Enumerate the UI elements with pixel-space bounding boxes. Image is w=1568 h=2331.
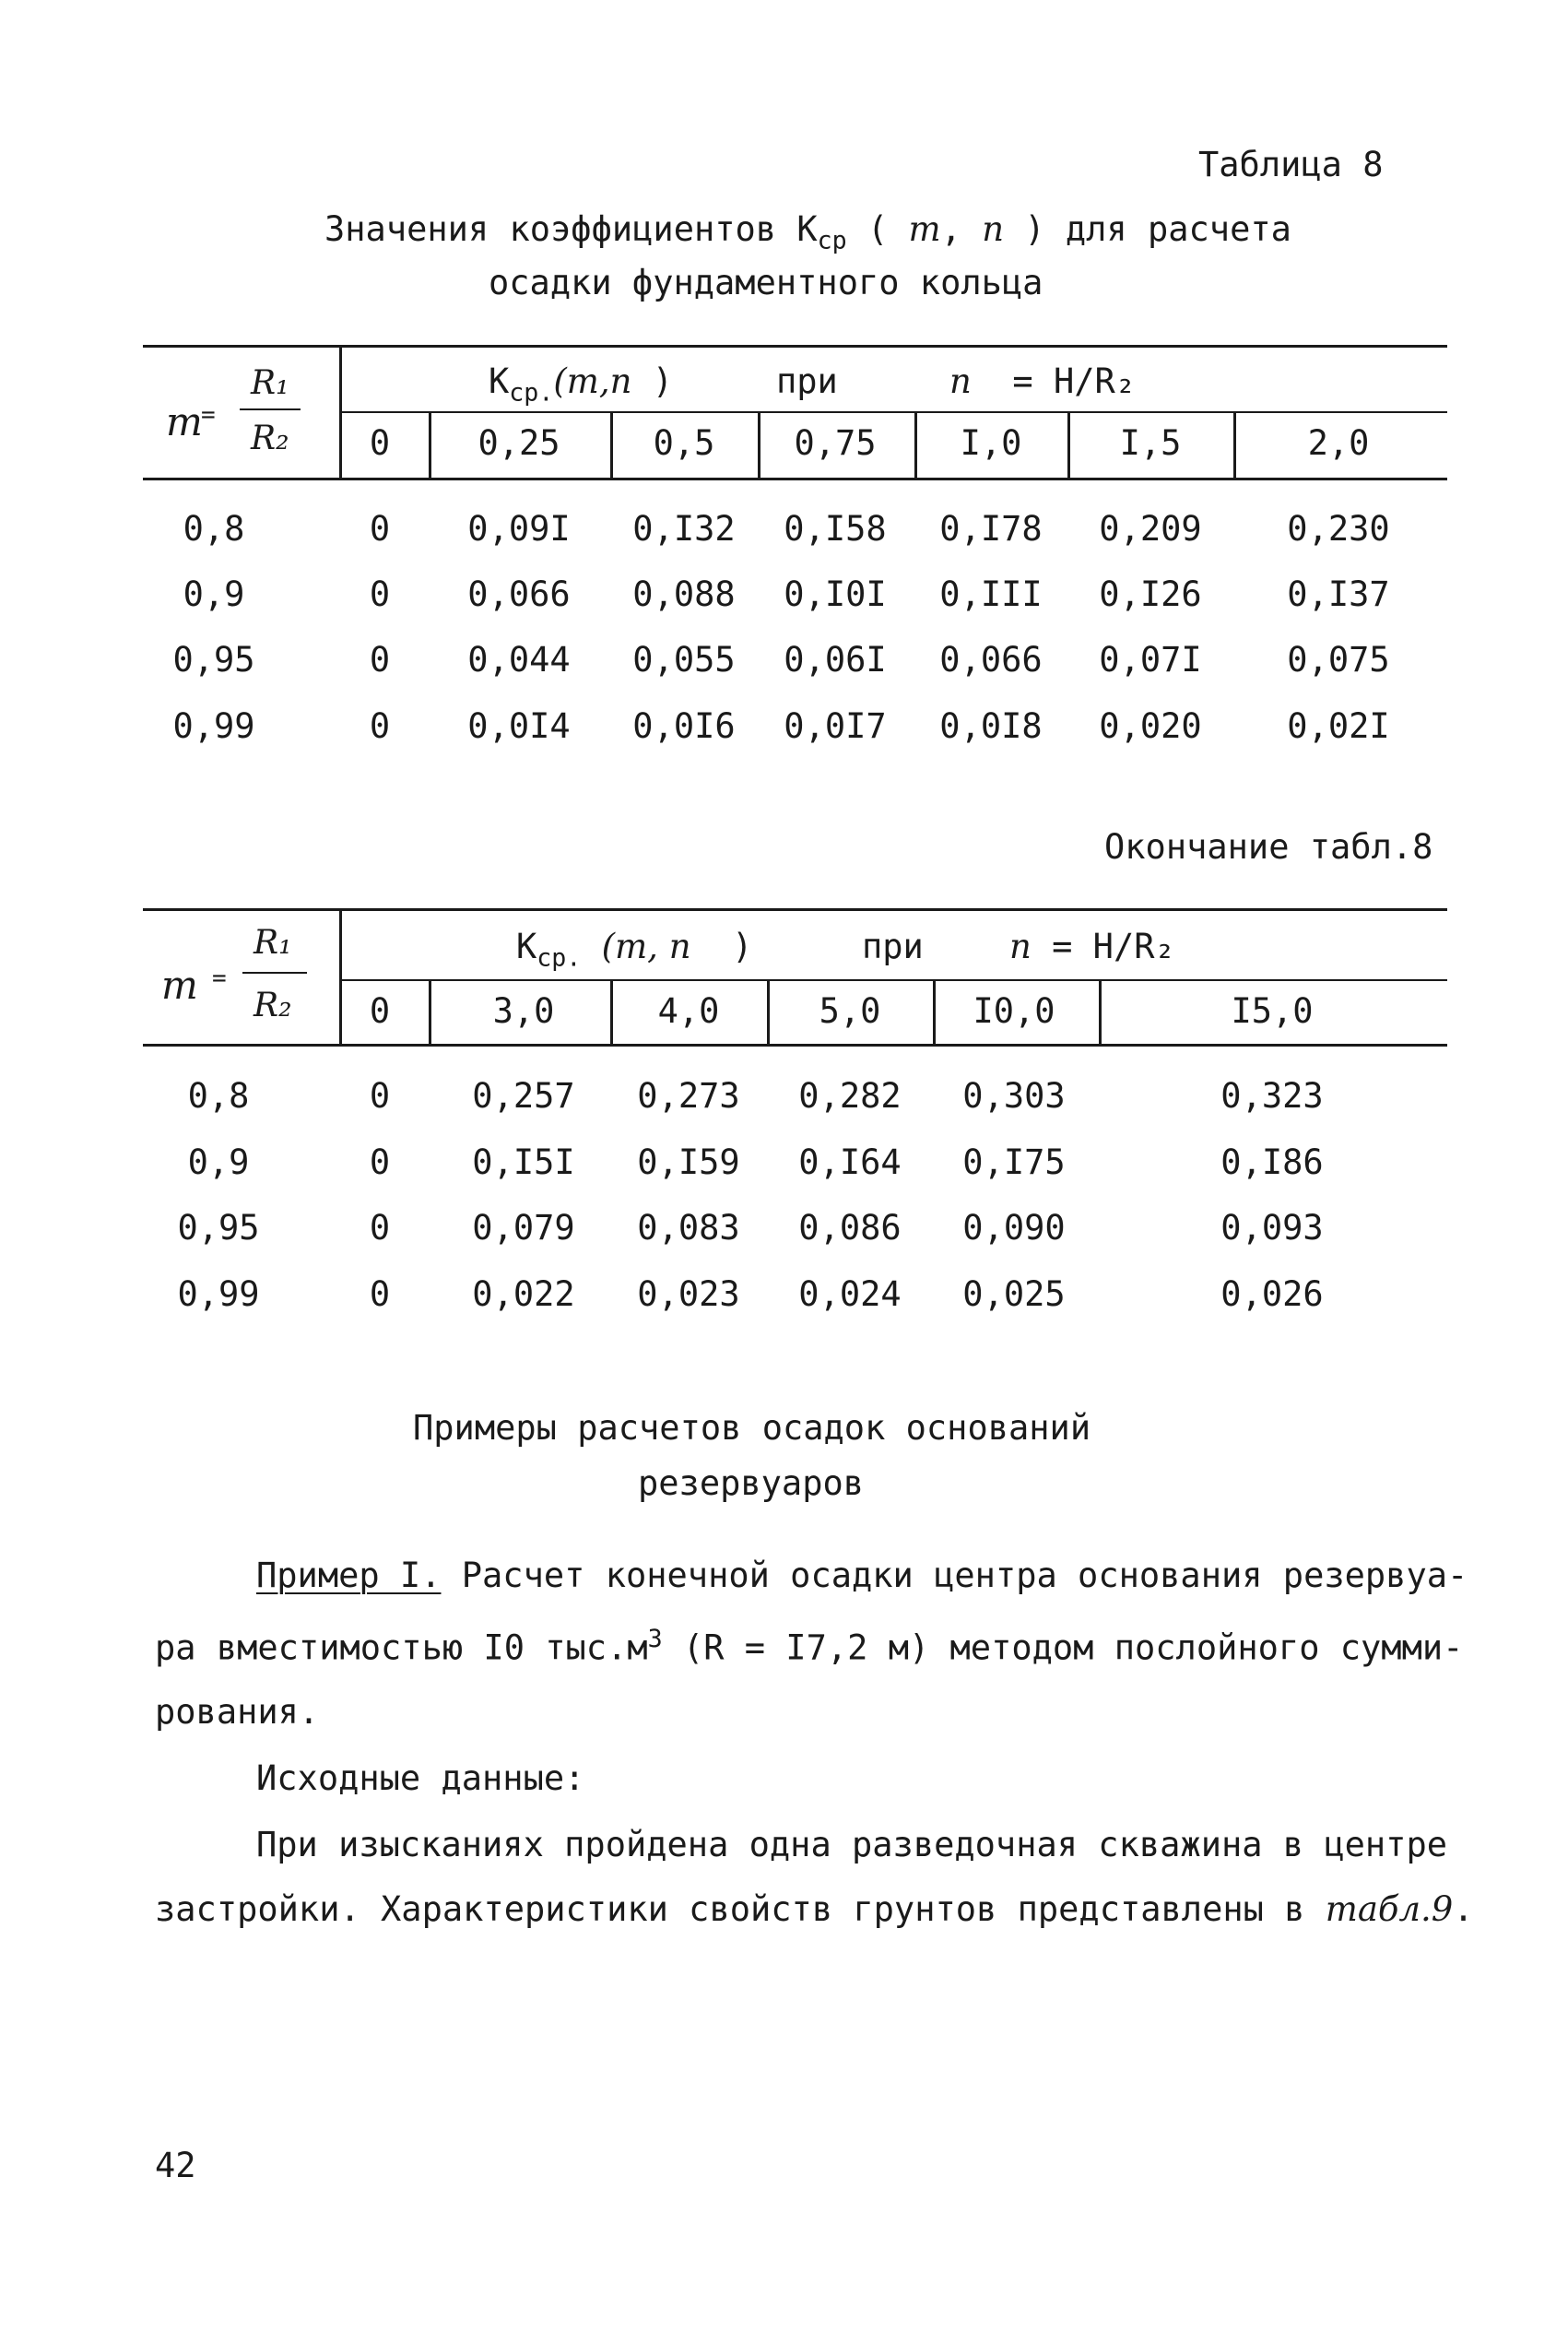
table-cell: 0,273 [637,1076,740,1116]
header-k-label: К [516,927,537,966]
table-cell: 0,0I6 [632,706,736,746]
table1-col-divider [429,413,431,478]
table2-header-n-def [1009,929,1175,964]
corner-fraction-bar [242,972,307,974]
table-cell: 0,022 [472,1274,575,1314]
example1-line1 [256,1556,1468,1595]
para2-text: застройки. Характеристики свойств грунтов представлены в [155,1889,1326,1929]
table2-corner-divider [339,908,342,1047]
table2-header-mid-rule [341,979,1447,981]
table1-header-n-def [949,361,1137,401]
continuation-label: Окончание табл.8 [1104,827,1433,867]
column-header: 5,0 [819,991,881,1031]
table2-corner-label [161,924,309,1035]
row-m-value: 0,95 [177,1208,260,1248]
column-header: I,0 [960,423,1022,463]
table-cell: 0,086 [798,1208,902,1248]
table-cell: 0,I75 [962,1142,1066,1182]
table-cell: 0,023 [637,1274,740,1314]
para2-line2 [155,1889,1474,1929]
table-cell: 0,06I [784,640,887,680]
column-header: 0,25 [477,423,560,463]
table-cell: 0,020 [1099,706,1202,746]
table2-col-divider [1099,981,1102,1044]
header-n-eq: = H/R₂ [1012,361,1137,401]
table-cell: 0,257 [472,1076,575,1116]
table-cell: 0,025 [962,1274,1066,1314]
table1-col-divider [758,413,760,478]
table-reference: табл.9 [1325,1889,1454,1929]
header-mn: (m,n [553,361,632,401]
table-cell: 0,209 [1099,509,1202,549]
table-cell: 0 [369,1142,391,1182]
column-header: I0,0 [973,991,1055,1031]
table-cell: 0,I0I [784,574,887,614]
header-k-label: К [489,361,510,401]
table-cell: 0 [369,640,391,680]
header-n-symbol: n [949,361,972,401]
table2-header-span [516,929,752,971]
corner-m-symbol: m [161,963,198,1008]
table-cell: 0,I86 [1220,1142,1324,1182]
source-data-label: Исходные данные: [256,1758,585,1798]
table-cell: 0,I64 [798,1142,902,1182]
table-cell: 0,I5I [472,1142,575,1182]
corner-m-symbol: m [166,399,203,444]
example1-label: Пример I. [256,1556,442,1595]
table-cell: 0 [369,1076,391,1116]
column-header: 4,0 [657,991,720,1031]
table-cell: 0,0I8 [939,706,1043,746]
corner-denominator: R₂ [253,987,292,1024]
table-cell: 0,026 [1220,1274,1324,1314]
caption-open-paren: ( [867,209,889,249]
example1-line2 [155,1625,1464,1668]
table-cell: 0 [369,1208,391,1248]
table-label: Таблица 8 [1198,145,1384,184]
table2-col-divider [429,981,431,1044]
example1-text: (R = I7,2 м) методом послойного сумми- [662,1627,1464,1668]
header-close: ) [732,927,753,966]
table1-header-span [489,361,674,408]
header-k-sub: ср. [536,943,582,973]
section-heading-line1: Примеры расчетов осадок оснований [413,1408,1091,1448]
table1-col-divider [610,413,613,478]
table-cell: 0,I58 [784,509,887,549]
example1-line3: рования. [155,1692,320,1732]
table-cell: 0,I59 [637,1142,740,1182]
row-m-value: 0,8 [183,509,245,549]
table1-col-divider [1233,413,1236,478]
caption-text: Значения коэффициентов К [324,209,818,249]
para2-period: . [1453,1889,1474,1929]
page-number: 42 [155,2146,196,2185]
table1-header-pri: при [776,361,838,401]
corner-fraction-bar [240,408,301,410]
table-cell: 0,093 [1220,1208,1324,1248]
table-cell: 0,079 [472,1208,575,1248]
table2-col-divider [767,981,770,1044]
row-m-value: 0,8 [187,1076,250,1116]
header-n-eq: = H/R₂ [1052,927,1175,966]
table-cell: 0,I37 [1287,574,1390,614]
column-header: 0 [369,991,391,1031]
table-cell: 0 [369,574,391,614]
caption-suffix: ) для расчета [1024,209,1291,249]
corner-numerator: R₁ [251,364,289,402]
corner-equals: = [212,964,227,992]
column-header: 0,5 [653,423,715,463]
table1-header-mid-rule [341,411,1447,413]
row-m-value: 0,99 [177,1274,260,1314]
column-header: I,5 [1119,423,1182,463]
corner-equals: = [201,401,216,429]
header-n-symbol: n [1009,927,1032,966]
table-cell: 0,I32 [632,509,736,549]
column-header: I5,0 [1231,991,1314,1031]
table-cell: 0,I26 [1099,574,1202,614]
table-cell: 0,055 [632,640,736,680]
table-cell: 0,323 [1220,1076,1324,1116]
table-cell: 0,090 [962,1208,1066,1248]
column-header: 2,0 [1307,423,1370,463]
caption-comma: , [940,209,961,249]
table-cell: 0,066 [939,640,1043,680]
table-caption-line2: осадки фундаментного кольца [489,263,1043,302]
column-header: 0,75 [794,423,877,463]
header-close: ) [652,361,674,401]
caption-subscript: ср [817,226,847,255]
table-cell: 0 [369,706,391,746]
table-cell: 0,303 [962,1076,1066,1116]
row-m-value: 0,95 [172,640,255,680]
table-cell: 0,III [939,574,1043,614]
table-cell: 0,09I [467,509,571,549]
table-cell: 0,02I [1287,706,1390,746]
example1-text: Расчет конечной осадки центра основания резервуа- [441,1556,1468,1595]
table1-corner-divider [339,345,342,479]
row-m-value: 0,99 [172,706,255,746]
para2-line1: При изысканиях пройдена одна разведочная скважина в центре [256,1825,1448,1864]
table2-header-pri: при [862,927,924,966]
table-cell: 0,0I4 [467,706,571,746]
table-cell: 0 [369,1274,391,1314]
header-k-sub: ср. [509,378,554,408]
column-header: 0 [369,423,391,463]
example1-superscript: 3 [647,1625,663,1653]
caption-n-symbol: n [982,209,1005,249]
row-m-value: 0,9 [183,574,245,614]
table-cell: 0,230 [1287,509,1390,549]
corner-numerator: R₁ [253,924,292,962]
table-cell: 0,0I7 [784,706,887,746]
column-header: 3,0 [492,991,555,1031]
table-cell: 0,044 [467,640,571,680]
table-cell: 0,07I [1099,640,1202,680]
table-caption-line1 [324,209,1291,255]
table-cell: 0,083 [637,1208,740,1248]
row-m-value: 0,9 [187,1142,250,1182]
table1-col-divider [914,413,917,478]
table1-corner-label [166,364,304,466]
table-cell: 0,066 [467,574,571,614]
caption-m-symbol: m [908,209,941,249]
example1-text: ра вместимостью I0 тыс.м [155,1627,648,1668]
table-cell: 0,088 [632,574,736,614]
header-mn: (m, n [601,927,691,966]
table-cell: 0,I78 [939,509,1043,549]
table-cell: 0,075 [1287,640,1390,680]
table-cell: 0,282 [798,1076,902,1116]
section-heading-line2: резервуаров [638,1463,865,1503]
table-cell: 0,024 [798,1274,902,1314]
corner-denominator: R₂ [251,420,289,457]
table1-col-divider [1067,413,1070,478]
table2-col-divider [933,981,936,1044]
table2-col-divider [610,981,613,1044]
table-cell: 0 [369,509,391,549]
